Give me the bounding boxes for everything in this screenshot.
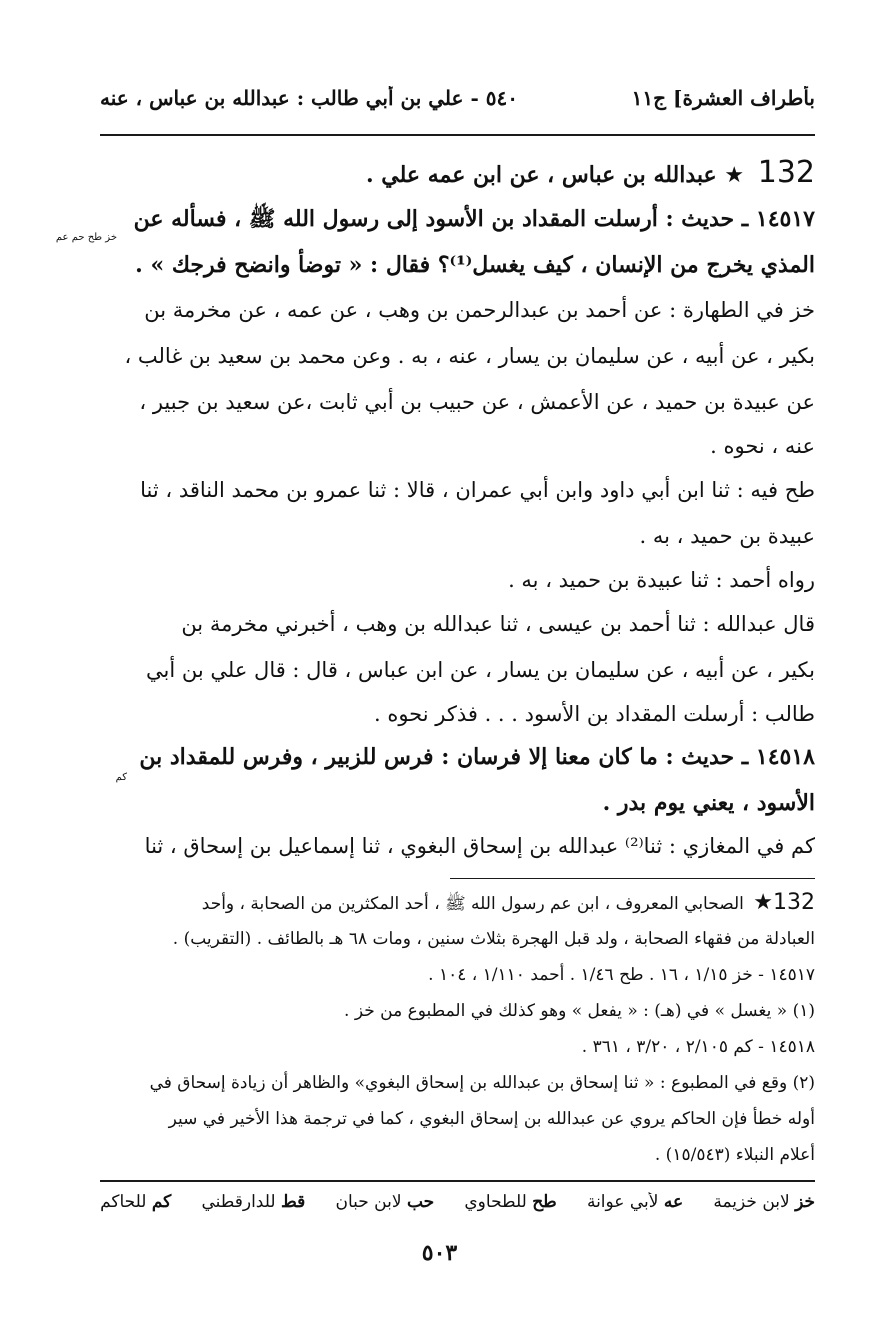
header-section-title: ٥٤٠ - علي بن أبي طالب : عبدالله بن عباس ، عنه	[100, 86, 518, 110]
hadith-14518-sources: كم	[115, 772, 127, 783]
footnote-2-line-2: أوله خطأ فإن الحاكم يروي عن عبدالله بن إسحاق البغوي ، كما في ترجمة هذا الأخير في سير	[168, 1109, 815, 1129]
body-1-line-3: عن عبيدة بن حميد ، عن الأعمش ، عن حبيب بن أبي ثابت ،عن سعيد بن جبير ،	[139, 390, 815, 414]
footnote-1: (١) « يغسل » في (هـ) : « يفعل » وهو كذلك في المطبوع من خز .	[344, 1001, 815, 1021]
hadith-14518-line-1: ١٤٥١٨ ـ حديث : ما كان معنا إلا فرسان : فرس للزبير ، وفرس للمقداد بن	[139, 744, 815, 770]
body-2-line-1: طح فيه : ثنا ابن أبي داود وابن أبي عمران ، قالا : ثنا عمرو بن محمد الناقد ، ثنا	[140, 478, 815, 502]
footnote-rule	[450, 878, 815, 879]
hadith-14517-sources: خز طح حم عم	[55, 232, 117, 243]
body-1-line-4: عنه ، نحوه .	[710, 434, 815, 458]
abbreviation-ah: عه لأبي عوانة	[586, 1192, 684, 1212]
entry-heading	[100, 150, 815, 196]
hadith-14517-line-1: ١٤٥١٧ ـ حديث : أرسلت المقداد بن الأسود إلى رسول الله ﷺ ، فسأله عن	[133, 206, 815, 232]
header-rule	[100, 134, 815, 136]
page-number: ٥٠٣	[421, 1240, 458, 1266]
body-2-line-2: عبيدة بن حميد ، به .	[639, 524, 815, 548]
abbreviations-rule	[100, 1180, 815, 1182]
body-4-line-2: بكير ، عن أبيه ، عن سليمان بن يسار ، عن ابن عباس ، قال : قال علي بن أبي	[146, 658, 815, 682]
body-1-line-1: خز في الطهارة : عن أحمد بن عبدالرحمن بن وهب ، عن عمه ، عن مخرمة بن	[144, 298, 815, 322]
footnote-14517-refs: ١٤٥١٧ - خز ١/١٥ ، ١٦ . طح ١/٤٦ . أحمد ١/١١٠ ، ١٠٤ .	[428, 965, 815, 985]
hadith-14518-line-2: الأسود ، يعني يوم بدر .	[602, 790, 815, 816]
star-icon: ★	[724, 163, 745, 188]
hadith-14517-line-2: المذي يخرج من الإنسان ، كيف يغسل⁽¹⁾؟ فقال : « توضأ وانضح فرجك » .	[135, 252, 815, 278]
abbreviation-qt: قط للدارقطني	[201, 1192, 306, 1212]
footnote-14518-refs: ١٤٥١٨ - كم ٢/١٠٥ ، ٣/٢٠ ، ٣٦١ .	[581, 1037, 815, 1057]
entry-number: 132	[757, 155, 815, 190]
header-book-title: بأطراف العشرة] ج١١	[631, 86, 815, 110]
running-header	[100, 86, 815, 126]
body-1-line-2: بكير ، عن أبيه ، عن سليمان بن يسار ، عنه ، به . وعن محمد بن سعيد بن غالب ،	[124, 344, 815, 368]
footnote-132-text: الصحابي المعروف ، ابن عم رسول الله ﷺ ، أحد المكثرين من الصحابة ، وأحد	[201, 894, 744, 914]
footnote-132-line-1	[100, 886, 815, 920]
footnote-2-line-3: أعلام النبلاء (١٥/٥٤٣) .	[654, 1145, 815, 1165]
entry-title: عبدالله بن عباس ، عن ابن عمه علي .	[365, 162, 717, 188]
abbreviations-key	[100, 1192, 815, 1222]
body-3-line-1: رواه أحمد : ثنا عبيدة بن حميد ، به .	[508, 568, 815, 592]
abbreviation-th: طح للطحاوي	[464, 1192, 557, 1212]
abbreviation-hb: حب لابن حبان	[335, 1192, 435, 1212]
footnote-132-number: 132★	[753, 890, 815, 915]
body-4-line-1: قال عبدالله : ثنا أحمد بن عيسى ، ثنا عبدالله بن وهب ، أخبرني مخرمة بن	[181, 612, 815, 636]
footnote-2-line-1: (٢) وقع في المطبوع : « ثنا إسحاق بن عبدالله بن إسحاق البغوي» والظاهر أن زيادة إسحاق في	[149, 1073, 815, 1093]
body-4-line-3: طالب : أرسلت المقداد بن الأسود . . . فذكر نحوه .	[373, 702, 815, 726]
abbreviation-khz: خز لابن خزيمة	[713, 1192, 815, 1212]
body-5-line-1: كم في المغازي : ثنا⁽²⁾ عبدالله بن إسحاق البغوي ، ثنا إسماعيل بن إسحاق ، ثنا	[144, 834, 815, 858]
abbreviation-km: كم للحاكم	[100, 1192, 172, 1212]
footnote-132-line-2: العبادلة من فقهاء الصحابة ، ولد قبل الهجرة بثلاث سنين ، ومات ٦٨ هـ بالطائف . (التقريب) .	[172, 929, 815, 949]
